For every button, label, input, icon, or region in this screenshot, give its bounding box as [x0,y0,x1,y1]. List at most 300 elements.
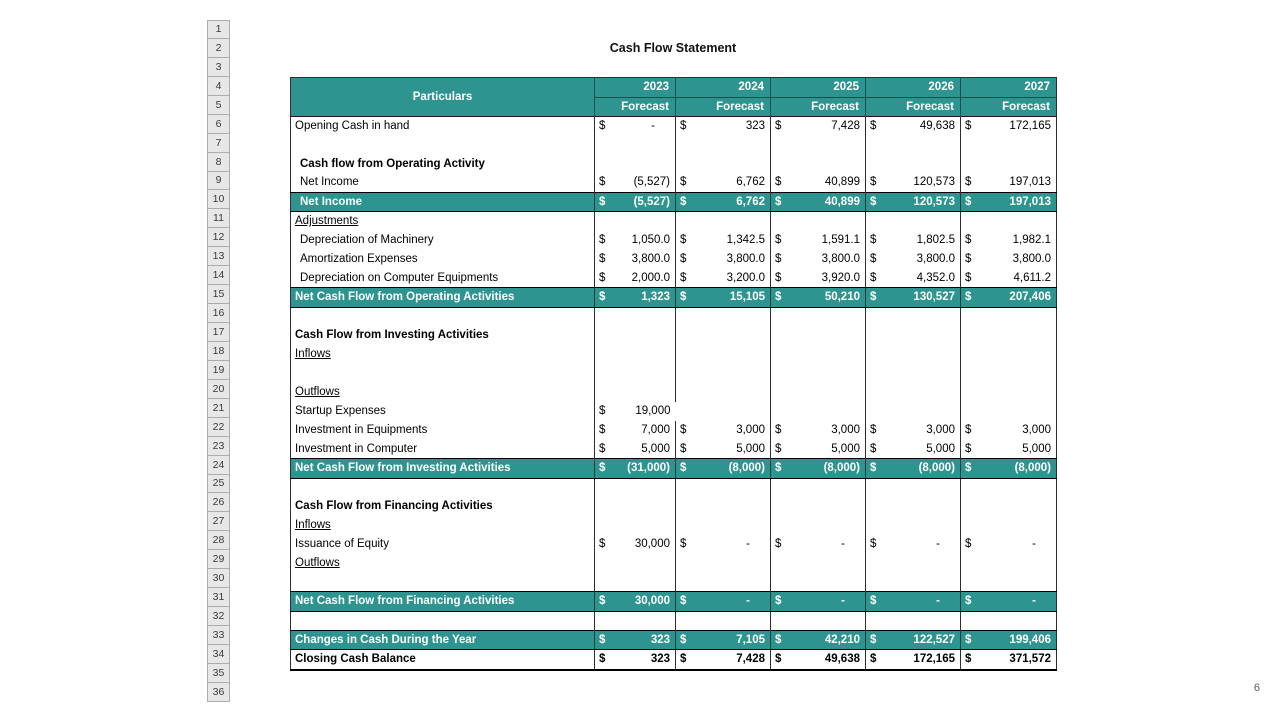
currency-symbol: $ [599,442,606,455]
header-forecast-2023[interactable]: Forecast [595,97,676,117]
cell-label-25[interactable] [291,478,595,497]
currency-symbol: $ [870,424,877,437]
cell-value-28-2025[interactable] [771,535,866,554]
cell-value-15-2025[interactable] [771,288,866,308]
cell-value-33-2027[interactable] [961,630,1057,650]
row-number-23[interactable]: 23 [207,437,230,456]
cell-label-24[interactable]: Net Cash Flow from Investing Activities [291,459,595,479]
cell-value-33-2023[interactable] [595,630,676,650]
currency-symbol: $ [775,234,782,247]
cell-value-13-2025[interactable] [771,250,866,269]
cell-label-23[interactable]: Investment in Computer [295,442,418,455]
cell-label-20[interactable]: Outflows [295,386,340,399]
cell-value-20-2026[interactable] [866,383,961,402]
cell-amount: 5,000 [926,442,955,455]
cell-value-7-2023[interactable] [595,136,676,155]
cell-value-31-2023[interactable] [595,592,676,612]
row-number-6[interactable]: 6 [207,115,230,134]
cell-value-12-2027[interactable] [961,231,1057,250]
cell-label-16[interactable] [291,307,595,326]
cell-value-25-2025[interactable] [771,478,866,497]
cell-value-21-2026[interactable] [866,402,961,421]
cell-value-25-2026[interactable] [866,478,961,497]
cell-value-6-2026[interactable] [866,117,961,136]
cell-value-32-2023[interactable] [595,611,676,630]
cell-value-11-2026[interactable] [866,212,961,231]
cell-amount: 3,920.0 [821,271,860,284]
currency-symbol: $ [775,253,782,266]
cell-value-19-2027[interactable] [961,364,1057,383]
currency-symbol: $ [680,176,687,189]
currency-symbol: $ [775,462,782,475]
row-number-34[interactable]: 34 [207,645,230,664]
cell-value-22-2024[interactable] [676,421,771,440]
table-row-14 [291,269,1057,288]
cell-amount: 49,638 [919,120,955,132]
cell-value-26-2027[interactable] [961,497,1057,516]
cell-value-26-2024[interactable] [676,497,771,516]
row-number-17[interactable]: 17 [207,323,230,342]
cell-value-6-2025[interactable] [771,117,866,136]
cell-value-26-2023[interactable] [595,497,676,516]
cell-amount: - [841,595,845,608]
header-forecast-2027[interactable]: Forecast [961,97,1057,117]
cell-value-20-2024[interactable] [676,383,771,402]
cell-value-30-2027[interactable] [961,573,1057,592]
cell-amount: (8,000) [728,462,765,475]
row-number-25[interactable]: 25 [207,475,230,494]
cell-value-25-2027[interactable] [961,478,1057,497]
currency-symbol: $ [680,633,687,646]
cell-value-32-2026[interactable] [866,611,961,630]
cell-value-17-2023[interactable] [595,326,676,345]
currency-symbol: $ [965,538,972,551]
row-number-16[interactable]: 16 [207,304,230,323]
cell-value-12-2024[interactable] [676,231,771,250]
cell-amount: 1,802.5 [916,234,955,247]
cell-value-30-2025[interactable] [771,573,866,592]
cell-value-14-2024[interactable] [676,269,771,288]
cell-value-10-2023[interactable] [595,192,676,212]
cell-value-10-2025[interactable] [771,192,866,212]
cell-label-14[interactable]: Depreciation on Computer Equipments [300,271,499,284]
cell-amount: 197,013 [1009,195,1051,208]
cell-value-28-2024[interactable] [676,535,771,554]
cell-amount: 5,000 [1022,442,1051,455]
cell-value-34-2023[interactable] [595,650,676,670]
cell-value-9-2026[interactable] [866,173,961,192]
cell-amount: 5,000 [641,442,670,455]
table-row-33 [291,630,1057,650]
row-number-3[interactable]: 3 [207,58,230,77]
cell-value-23-2025[interactable] [771,440,866,459]
cell-amount: 4,352.0 [916,271,955,284]
cell-value-20-2027[interactable] [961,383,1057,402]
row-number-14[interactable]: 14 [207,266,230,285]
cell-value-7-2026[interactable] [866,136,961,155]
header-particulars[interactable]: Particulars [291,78,595,117]
currency-symbol: $ [870,253,877,266]
cell-value-6-2027[interactable] [961,117,1057,136]
cell-value-26-2026[interactable] [866,497,961,516]
cell-value-10-2024[interactable] [676,192,771,212]
cell-value-22-2026[interactable] [866,421,961,440]
cell-value-14-2026[interactable] [866,269,961,288]
cell-label-21[interactable]: Startup Expenses [295,405,386,418]
cell-value-21-2023[interactable] [595,402,676,421]
cell-value-24-2025[interactable] [771,459,866,479]
cell-value-14-2025[interactable] [771,269,866,288]
cell-value-18-2026[interactable] [866,345,961,364]
cell-amount: - [1032,538,1036,551]
cell-value-26-2025[interactable] [771,497,866,516]
cell-value-18-2023[interactable] [595,345,676,364]
row-number-12[interactable]: 12 [207,228,230,247]
header-forecast-2024[interactable]: Forecast [676,97,771,117]
cell-value-10-2027[interactable] [961,192,1057,212]
row-number-7[interactable]: 7 [207,134,230,153]
cell-value-12-2025[interactable] [771,231,866,250]
currency-symbol: $ [965,442,972,455]
cell-value-33-2025[interactable] [771,630,866,650]
cell-value-33-2026[interactable] [866,630,961,650]
currency-symbol: $ [965,271,972,284]
row-number-1[interactable]: 1 [207,20,230,39]
currency-symbol: $ [965,291,972,304]
cell-amount: (8,000) [1014,462,1051,475]
currency-symbol: $ [599,195,606,208]
header-forecast-2026[interactable]: Forecast [866,97,961,117]
cell-value-18-2024[interactable] [676,345,771,364]
cell-value-18-2025[interactable] [771,345,866,364]
cell-value-6-2023[interactable] [595,117,676,136]
cell-value-12-2026[interactable] [866,231,961,250]
row-number-4[interactable]: 4 [207,77,230,96]
cell-value-16-2026[interactable] [866,307,961,326]
header-forecast-2025[interactable]: Forecast [771,97,866,117]
row-number-11[interactable]: 11 [207,209,230,228]
cell-label-10[interactable]: Net Income [291,192,595,212]
row-number-27[interactable]: 27 [207,512,230,531]
cell-value-29-2027[interactable] [961,554,1057,573]
cell-amount: 1,323 [641,291,670,304]
cell-value-32-2027[interactable] [961,611,1057,630]
cell-amount: 197,013 [1009,176,1051,189]
cell-value-12-2023[interactable] [595,231,676,250]
cell-value-28-2026[interactable] [866,535,961,554]
cell-amount: 199,406 [1009,633,1051,646]
cell-value-18-2027[interactable] [961,345,1057,364]
table-row-7 [291,136,1057,155]
currency-symbol: $ [870,234,877,247]
cell-value-8-2023[interactable] [595,154,676,173]
currency-symbol: $ [775,442,782,455]
cell-value-32-2025[interactable] [771,611,866,630]
cell-label-27[interactable]: Inflows [295,519,331,532]
cell-value-11-2025[interactable] [771,212,866,231]
row-number-5[interactable]: 5 [207,96,230,115]
cell-value-11-2023[interactable] [595,212,676,231]
cell-amount: 49,638 [824,653,860,666]
row-number-21[interactable]: 21 [207,399,230,418]
cell-label-22[interactable]: Investment in Equipments [295,424,428,437]
cell-label-32[interactable] [291,611,595,630]
cell-amount: (31,000) [627,462,670,475]
cell-value-17-2024[interactable] [676,326,771,345]
cell-value-16-2025[interactable] [771,307,866,326]
cell-value-34-2026[interactable] [866,650,961,670]
row-number-36[interactable]: 36 [207,683,230,702]
header-year-2023[interactable]: 2023 [595,78,676,98]
cell-value-30-2024[interactable] [676,573,771,592]
cell-amount: 207,406 [1009,291,1051,304]
cell-value-34-2025[interactable] [771,650,866,670]
cell-value-16-2027[interactable] [961,307,1057,326]
cell-amount: 3,800.0 [726,253,765,266]
header-year-2027[interactable]: 2027 [961,78,1057,98]
cell-label-26[interactable]: Cash Flow from Financing Activities [295,500,493,513]
cell-amount: 40,899 [824,176,860,189]
cell-value-32-2024[interactable] [676,611,771,630]
cell-label-34[interactable]: Closing Cash Balance [295,653,416,666]
row-number-19[interactable]: 19 [207,361,230,380]
cell-value-16-2023[interactable] [595,307,676,326]
row-number-33[interactable]: 33 [207,626,230,645]
cell-label-18[interactable]: Inflows [295,348,331,361]
row-number-18[interactable]: 18 [207,342,230,361]
cell-amount: (5,527) [633,176,670,189]
table-row-28 [291,535,1057,554]
currency-symbol: $ [680,271,687,284]
table-row-8 [291,154,1057,173]
cell-value-34-2027[interactable] [961,650,1057,670]
cell-label-12[interactable]: Depreciation of Machinery [300,234,434,247]
cell-value-17-2025[interactable] [771,326,866,345]
row-number-22[interactable]: 22 [207,418,230,437]
cell-value-31-2024[interactable] [676,592,771,612]
cell-value-31-2026[interactable] [866,592,961,612]
cell-value-30-2023[interactable] [595,573,676,592]
table-row-6 [291,117,1057,136]
currency-symbol: $ [965,424,972,437]
currency-symbol: $ [599,405,606,418]
cell-value-23-2024[interactable] [676,440,771,459]
cell-value-22-2025[interactable] [771,421,866,440]
currency-symbol: $ [965,595,972,608]
row-number-10[interactable]: 10 [207,190,230,209]
cell-amount: 1,591.1 [821,234,860,247]
header-year-2024[interactable]: 2024 [676,78,771,98]
row-number-29[interactable]: 29 [207,550,230,569]
cell-amount: 40,899 [824,195,860,208]
cell-value-20-2023[interactable] [595,383,676,402]
cell-value-20-2025[interactable] [771,383,866,402]
cell-value-9-2023[interactable] [595,173,676,192]
cell-value-24-2026[interactable] [866,459,961,479]
cell-value-13-2027[interactable] [961,250,1057,269]
cell-value-27-2027[interactable] [961,516,1057,535]
cell-value-19-2024[interactable] [676,364,771,383]
cell-amount: 3,800.0 [631,253,670,266]
cell-value-31-2025[interactable] [771,592,866,612]
row-number-28[interactable]: 28 [207,531,230,550]
row-number-30[interactable]: 30 [207,569,230,588]
cell-value-16-2024[interactable] [676,307,771,326]
cell-label-33[interactable]: Changes in Cash During the Year [291,630,595,650]
cell-label-13[interactable]: Amortization Expenses [300,253,418,266]
cell-label-28[interactable]: Issuance of Equity [295,538,389,551]
cell-label-7[interactable] [291,136,595,155]
cell-value-14-2023[interactable] [595,269,676,288]
cell-amount: - [936,595,940,608]
cell-amount: - [746,538,750,551]
cell-value-22-2027[interactable] [961,421,1057,440]
cell-amount: 7,105 [736,633,765,646]
cell-value-27-2025[interactable] [771,516,866,535]
cell-value-31-2027[interactable] [961,592,1057,612]
cell-amount: 172,165 [1009,120,1051,132]
cell-value-9-2024[interactable] [676,173,771,192]
cell-value-13-2024[interactable] [676,250,771,269]
cell-value-13-2023[interactable] [595,250,676,269]
currency-symbol: $ [599,653,606,666]
cell-value-28-2023[interactable] [595,535,676,554]
cell-value-15-2027[interactable] [961,288,1057,308]
cell-value-15-2026[interactable] [866,288,961,308]
cell-label-15[interactable]: Net Cash Flow from Operating Activities [291,288,595,308]
currency-symbol: $ [775,176,782,189]
currency-symbol: $ [870,462,877,475]
currency-symbol: $ [599,234,606,247]
cell-value-24-2023[interactable] [595,459,676,479]
currency-symbol: $ [599,291,606,304]
cell-value-34-2024[interactable] [676,650,771,670]
cell-value-29-2025[interactable] [771,554,866,573]
cell-value-29-2023[interactable] [595,554,676,573]
currency-symbol: $ [680,538,687,551]
cell-value-13-2026[interactable] [866,250,961,269]
cell-amount: 6,762 [736,176,765,189]
cell-value-17-2026[interactable] [866,326,961,345]
row-number-24[interactable]: 24 [207,456,230,475]
cell-value-28-2027[interactable] [961,535,1057,554]
cell-value-25-2024[interactable] [676,478,771,497]
cell-label-9[interactable]: Net Income [300,176,359,189]
cell-value-24-2024[interactable] [676,459,771,479]
cell-value-10-2026[interactable] [866,192,961,212]
cell-value-27-2024[interactable] [676,516,771,535]
cell-value-6-2024[interactable] [676,117,771,136]
page-number: 6 [1253,682,1260,694]
currency-symbol: $ [680,424,687,437]
cell-value-23-2026[interactable] [866,440,961,459]
table-row-34 [291,650,1057,670]
cell-value-15-2023[interactable] [595,288,676,308]
cell-value-24-2027[interactable] [961,459,1057,479]
cell-value-27-2026[interactable] [866,516,961,535]
cell-amount: 42,210 [824,633,860,646]
cell-value-19-2023[interactable] [595,364,676,383]
row-number-26[interactable]: 26 [207,493,230,512]
cell-amount: 323 [650,653,670,666]
cell-value-17-2027[interactable] [961,326,1057,345]
row-number-20[interactable]: 20 [207,380,230,399]
cell-value-15-2024[interactable] [676,288,771,308]
cell-amount: (5,527) [633,195,670,208]
cell-value-14-2027[interactable] [961,269,1057,288]
cell-value-19-2025[interactable] [771,364,866,383]
cell-value-7-2025[interactable] [771,136,866,155]
cell-value-29-2026[interactable] [866,554,961,573]
cell-value-11-2024[interactable] [676,212,771,231]
header-year-2026[interactable]: 2026 [866,78,961,98]
cell-value-9-2027[interactable] [961,173,1057,192]
cell-value-8-2024[interactable] [676,154,771,173]
cell-value-8-2027[interactable] [961,154,1057,173]
cell-value-8-2025[interactable] [771,154,866,173]
cell-value-22-2023[interactable] [595,421,676,440]
currency-symbol: $ [680,120,687,132]
cell-value-19-2026[interactable] [866,364,961,383]
table-row-22 [291,421,1057,440]
cell-value-33-2024[interactable] [676,630,771,650]
cell-amount: - [746,595,750,608]
cell-value-7-2027[interactable] [961,136,1057,155]
cell-value-23-2023[interactable] [595,440,676,459]
cell-amount: 3,200.0 [726,271,765,284]
row-number-32[interactable]: 32 [207,607,230,626]
row-number-2[interactable]: 2 [207,39,230,58]
table-row-21 [291,402,1057,421]
cell-label-11[interactable]: Adjustments [295,215,359,228]
cell-label-31[interactable]: Net Cash Flow from Financing Activities [291,592,595,612]
cell-label-29[interactable]: Outflows [295,557,340,570]
cell-value-21-2024[interactable] [676,402,771,421]
row-number-35[interactable]: 35 [207,664,230,683]
row-number-9[interactable]: 9 [207,172,230,191]
cell-value-8-2026[interactable] [866,154,961,173]
cash-flow-table [290,77,1057,671]
cell-label-8[interactable]: Cash flow from Operating Activity [300,157,485,170]
row-number-15[interactable]: 15 [207,285,230,304]
cell-value-23-2027[interactable] [961,440,1057,459]
table-row-24 [291,459,1057,479]
cell-amount: 3,000 [831,424,860,437]
row-number-13[interactable]: 13 [207,247,230,266]
cell-value-21-2027[interactable] [961,402,1057,421]
row-number-8[interactable]: 8 [207,153,230,172]
currency-symbol: $ [599,253,606,266]
cell-value-30-2026[interactable] [866,573,961,592]
header-year-2025[interactable]: 2025 [771,78,866,98]
cell-value-21-2025[interactable] [771,402,866,421]
cell-value-11-2027[interactable] [961,212,1057,231]
currency-symbol: $ [599,271,606,284]
cell-label-19[interactable] [291,364,595,383]
table-row-23 [291,440,1057,459]
cell-value-7-2024[interactable] [676,136,771,155]
currency-symbol: $ [680,234,687,247]
cell-label-17[interactable]: Cash Flow from Investing Activities [295,329,489,342]
row-number-31[interactable]: 31 [207,588,230,607]
cell-value-27-2023[interactable] [595,516,676,535]
currency-symbol: $ [870,442,877,455]
cell-value-29-2024[interactable] [676,554,771,573]
cell-value-9-2025[interactable] [771,173,866,192]
cell-label-6[interactable]: Opening Cash in hand [295,120,410,132]
cell-label-30[interactable] [291,573,595,592]
cell-value-25-2023[interactable] [595,478,676,497]
